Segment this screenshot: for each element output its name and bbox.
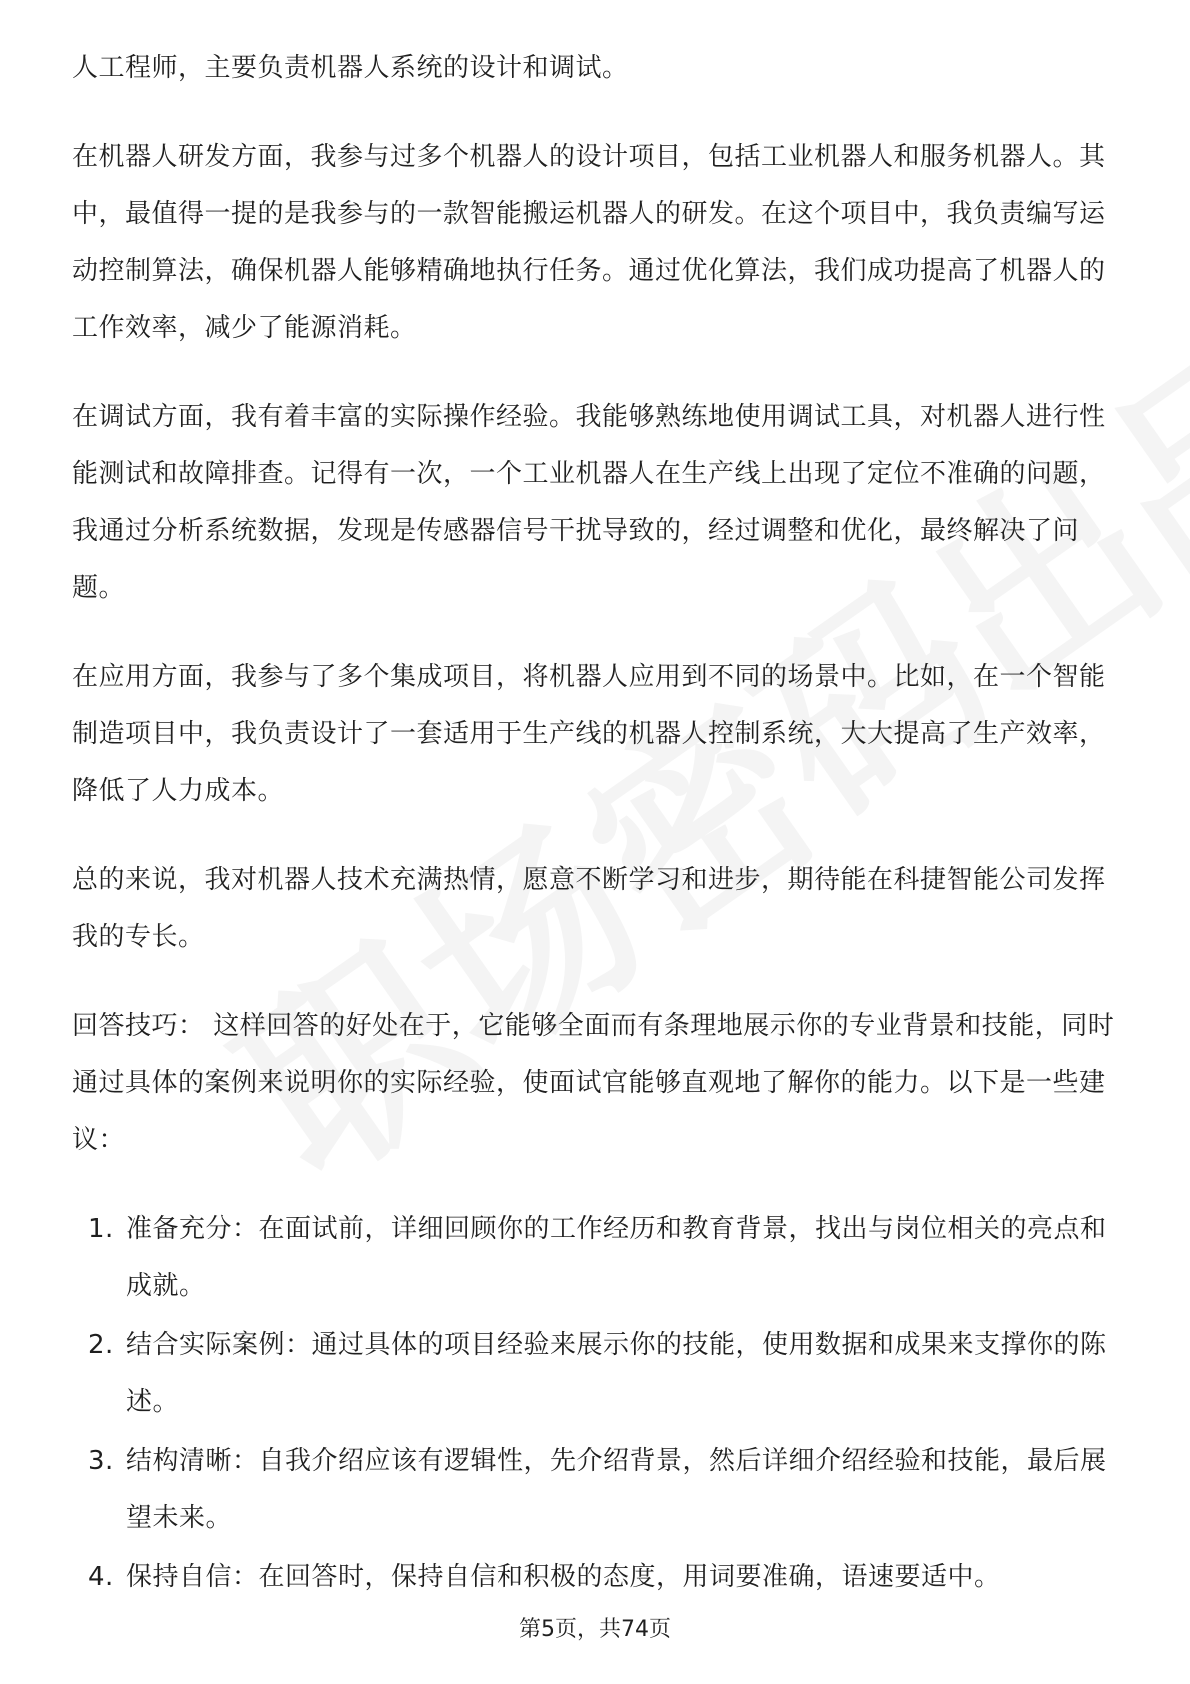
paragraph-application: 在应用方面，我参与了多个集成项目，将机器人应用到不同的场景中。比如，在一个智能制造项目中，我负责设计了一套适用于生产线的机器人控制系统，大大提高了生产效率，降低了人力成本。 xyxy=(72,662,1106,806)
paragraph-answer-tips: 回答技巧： 这样回答的好处在于，它能够全面而有条理地展示你的专业背景和技能，同时通过具体的案例来说明你的实际经验，使面试官能够直观地了解你的能力。以下是一些建议： xyxy=(72,1011,1115,1155)
page-footer xyxy=(0,1612,1190,1643)
list-number: 4. xyxy=(88,1562,114,1592)
paragraph-debugging: 在调试方面，我有着丰富的实际操作经验。我能够熟练地使用调试工具，对机器人进行性能测试和故障排查。记得有一次，一个工业机器人在生产线上出现了定位不准确的问题，我通过分析系统数据，发现是传感器信号干扰导致的，经过调整和优化，最终解决了问题。 xyxy=(72,402,1106,603)
list-number: 3. xyxy=(88,1446,114,1476)
page-number-label: 第5页，共74页 xyxy=(519,1617,671,1642)
list-number: 2. xyxy=(88,1330,114,1360)
tips-list xyxy=(72,1201,1120,1606)
paragraph-rd: 在机器人研发方面，我参与过多个机器人的设计项目，包括工业机器人和服务机器人。其中，最值得一提的是我参与的一款智能搬运机器人的研发。在这个项目中，我负责编写运动控制算法，确保机器人能够精确地执行任务。通过优化算法，我们成功提高了机器人的工作效率，减少了能源消耗。 xyxy=(72,142,1106,343)
list-item xyxy=(72,1317,1120,1431)
paragraph-summary: 总的来说，我对机器人技术充满热情，愿意不断学习和进步，期待能在科捷智能公司发挥我的专长。 xyxy=(72,865,1106,952)
list-item xyxy=(72,1433,1120,1547)
list-number: 1. xyxy=(88,1214,114,1244)
page-content xyxy=(72,40,1120,1606)
list-item-text: 结构清晰：自我介绍应该有逻辑性，先介绍背景，然后详细介绍经验和技能，最后展望未来。 xyxy=(126,1446,1107,1533)
paragraph-intro-continued: 人工程师，主要负责机器人系统的设计和调试。 xyxy=(72,53,629,83)
list-item-text: 保持自信：在回答时，保持自信和积极的态度，用词要准确，语速要适中。 xyxy=(126,1562,1001,1592)
list-item-text: 准备充分：在面试前，详细回顾你的工作经历和教育背景，找出与岗位相关的亮点和成就。 xyxy=(126,1214,1107,1301)
list-item xyxy=(72,1201,1120,1315)
list-item-text: 结合实际案例：通过具体的项目经验来展示你的技能，使用数据和成果来支撑你的陈述。 xyxy=(126,1330,1107,1417)
list-item xyxy=(72,1549,1120,1606)
